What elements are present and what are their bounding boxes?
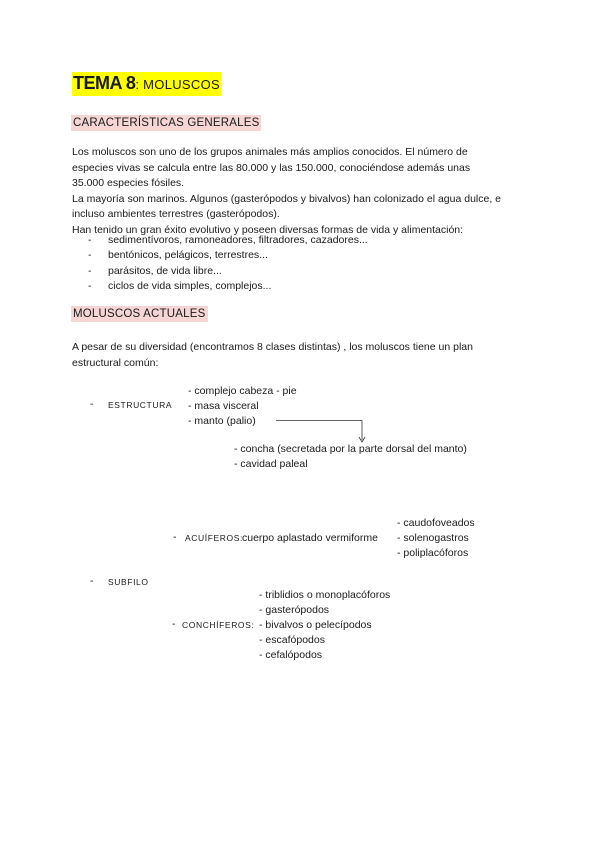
manto-item: - cavidad paleal [234,458,308,470]
subfilo-label: SUBFILO [108,577,149,587]
class-item: - bivalvos o pelecípodos [259,619,372,631]
acuiferos-label: ACUÍFEROS: [185,533,243,543]
section-heading-moluscos-actuales: MOLUSCOS ACTUALES [73,308,206,320]
page-title [72,72,221,96]
list-item: - bentónicos, pelágicos, terrestres... [88,248,368,263]
class-item: - solenogastros [397,532,469,544]
paragraph-line: Los moluscos son uno de los grupos animales más amplios conocidos. El número de [72,146,468,158]
estructura-item: - masa visceral [188,400,259,412]
title-subtitle: : MOLUSCOS [135,77,220,92]
section-heading-caracteristicas: CARACTERÍSTICAS GENERALES [73,117,260,129]
conchiferos-bullet: - [172,618,176,630]
paragraph-line: incluso ambientes terrestres (gasterópodos). [72,208,280,221]
paragraph-line: especies vivas se calcula entre las 80.000 y las 150.000, conociéndose además unas [72,161,471,174]
paragraph-line: 35.000 especies fósiles. [72,177,185,190]
list-item: - parásitos, de vida libre... [88,264,368,279]
acuiferos-bullet: - [173,531,177,543]
estructura-item: - manto (palio) [188,415,256,427]
class-item: - caudofoveados [397,517,475,529]
paragraph-line: estructural común: [72,356,159,369]
list-item: - ciclos de vida simples, complejos... [88,279,368,294]
conchiferos-label: CONCHÍFEROS: [182,620,255,630]
class-item: - poliplacóforos [397,547,469,559]
acuiferos-description: cuerpo aplastado vermiforme [242,532,378,544]
conchiferos-classes [259,588,390,663]
paragraph-plan-estructural [72,340,512,371]
list-item: - sedimentívoros, ramoneadores, filtradores, cazadores... [88,233,368,248]
paragraph-line: A pesar de su diversidad (encontramos 8 clases distintas) , los moluscos tiene un plan [72,341,473,353]
lifestyle-list [88,233,368,294]
class-item: - escafópodos [259,634,325,646]
paragraph-diversity [72,145,512,239]
manto-item: - concha (secretada por la parte dorsal del manto) [234,443,467,455]
paragraph-line: La mayoría son marinos. Algunos (gasterópodos y bivalvos) han colonizado el agua dulce, e [72,192,502,205]
title-number: TEMA 8 [73,73,136,93]
paragraph-line: Han tenido un gran éxito evolutivo y poseen diversas formas de vida y alimentación: [72,223,464,236]
manto-items [234,442,467,472]
class-item: - cefalópodos [259,649,323,661]
manto-connector-arrow [276,418,370,444]
class-item: - triblidios o monoplacóforos [259,589,391,601]
estructura-bullet: - [90,398,94,410]
subfilo-bullet: - [90,575,94,587]
class-item: - gasterópodos [259,604,330,616]
estructura-label: ESTRUCTURA [108,400,173,410]
estructura-item: - complejo cabeza - pie [188,385,297,397]
acuiferos-classes [397,516,475,561]
